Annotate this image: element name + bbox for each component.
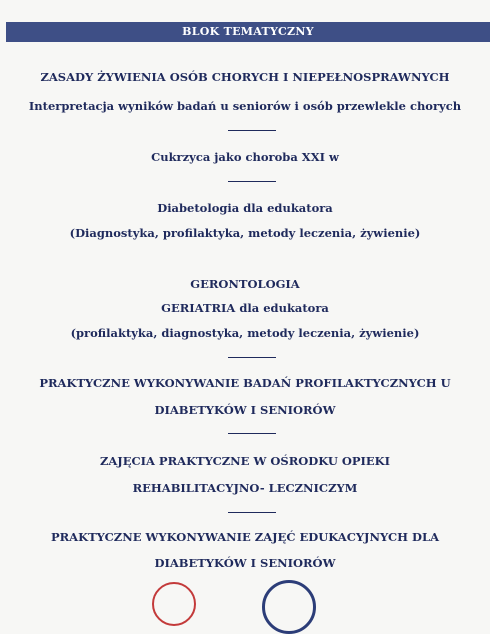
topic-7-title-line-2: DIABETYKÓW I SENIORÓW <box>154 556 336 570</box>
topic-5-title-line-2: DIABETYKÓW I SENIORÓW <box>154 403 336 417</box>
topic-2-title: Cukrzyca jako choroba XXI w <box>151 150 339 164</box>
topic-1-title: ZASADY ŻYWIENIA OSÓB CHORYCH I NIEPEŁNOSPRAWNYCH <box>40 70 450 84</box>
topic-6-title-line-1: ZAJĘCIA PRAKTYCZNE W OŚRODKU OPIEKI <box>99 454 391 468</box>
topic-4-details: (profilaktyka, diagnostyka, metody leczenia, żywienie) <box>70 326 420 340</box>
separator-rule <box>228 181 276 182</box>
topic-3-title: Diabetologia dla edukatora <box>157 201 333 215</box>
separator-rule <box>228 357 276 358</box>
topic-4-subtitle: GERIATRIA dla edukatora <box>161 301 329 315</box>
topic-4-title: GERONTOLOGIA <box>190 277 300 291</box>
red-circle-logo-icon <box>152 582 196 626</box>
topic-1-subtitle: Interpretacja wyników badań u seniorów i osób przewlekle chorych <box>28 99 462 113</box>
topic-7-title-line-1: PRAKTYCZNE WYKONYWANIE ZAJĘĆ EDUKACYJNYCH DLA <box>50 530 440 544</box>
separator-rule <box>228 512 276 513</box>
blok-tematyczny-header: BLOK TEMATYCZNY <box>6 22 490 42</box>
separator-rule <box>228 130 276 131</box>
topic-5-title-line-1: PRAKTYCZNE WYKONYWANIE BADAŃ PROFILAKTYCZNYCH U <box>39 376 451 390</box>
topic-6-title-line-2: REHABILITACYJNO- LECZNICZYM <box>132 481 358 495</box>
topic-3-subtitle: (Diagnostyka, profilaktyka, metody leczenia, żywienie) <box>69 226 421 240</box>
blue-circle-logo-icon <box>262 580 316 634</box>
separator-rule <box>228 433 276 434</box>
